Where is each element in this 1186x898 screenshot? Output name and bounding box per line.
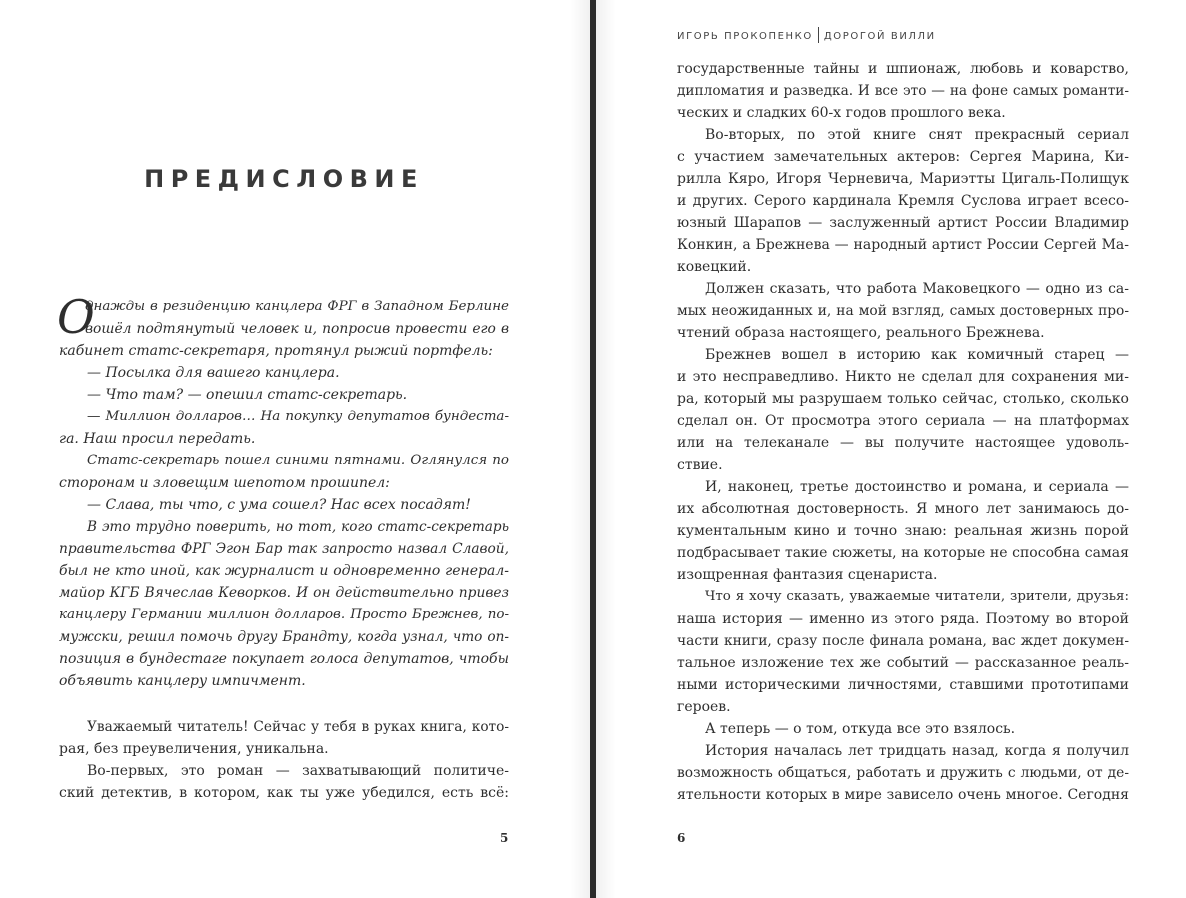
book-spine	[590, 0, 596, 898]
epigraph-block	[57, 290, 509, 692]
epigraph-line: был не кто иной, как журналист и одновременно генерал-	[59, 563, 509, 579]
epigraph-line: мужски, решил помочь другу Брандту, когда узнал, что оп-	[59, 629, 509, 645]
body-line: и других. Серого кардинала Кремля Суслова играет всесо-	[677, 193, 1129, 209]
body-line: или на телеканале — вы получите настоящее удоволь-	[677, 435, 1129, 451]
body-line: рилла Кяро, Игоря Черневича, Мариэтты Цигаль-Полищук	[677, 171, 1129, 187]
running-head-divider	[818, 27, 819, 43]
body-line: возможность общаться, работать и дружить с людьми, от де-	[677, 765, 1129, 781]
body-line: дипломатия и разведка. И все это — на фоне самых романти-	[677, 83, 1129, 99]
body-line: мых неожиданных и, на мой взгляд, самых достоверных про-	[677, 303, 1129, 319]
body-line: чтений образа настоящего, реального Брежнева.	[677, 325, 1045, 341]
epigraph-line: канцлеру Германии миллион долларов. Просто Брежнев, по-	[59, 607, 509, 622]
body-line: ра, который мы разрушаем только сейчас, столько, сколько	[677, 391, 1129, 407]
body-line: ятельности которых в мире зависело очень многое. Сегодня	[677, 787, 1129, 803]
intro-line: ский детектив, в котором, как ты уже убедился, есть всё:	[59, 785, 509, 801]
epigraph-line: кабинет статс-секретаря, протянул рыжий портфель:	[59, 343, 493, 359]
epigraph-line: правительства ФРГ Эгон Бар так запросто назвал Славой,	[59, 541, 509, 557]
intro-line: рая, без преувеличения, уникальна.	[59, 741, 329, 757]
body-line: наша история — именно из этого ряда. Поэтому во второй	[677, 611, 1129, 627]
body-line: кументальным кино и точно знаю: реальная жизнь порой	[677, 523, 1129, 539]
body-line: Во-вторых, по этой книге снят прекрасный сериал	[705, 127, 1129, 143]
body-line: подбрасывает такие сюжеты, на которые не способна самая	[677, 545, 1129, 561]
body-line: ческих и сладких 60-х годов прошлого века.	[677, 105, 1006, 121]
body-line: ковецкий.	[677, 259, 752, 275]
epigraph-line: — Посылка для вашего канцлера.	[87, 365, 340, 381]
body-line: Должен сказать, что работа Маковецкого — одно из са-	[705, 281, 1129, 297]
body-line: Что я хочу сказать, уважаемые читатели, зрители, друзья:	[705, 589, 1129, 604]
intro-block	[59, 716, 509, 804]
epigraph-line: сторонам и зловещим шепотом прошипел:	[59, 475, 390, 491]
page-number-left: 5	[500, 831, 509, 845]
spine-shadow-right	[596, 0, 616, 898]
intro-line: Во-первых, это роман — захватывающий политиче-	[87, 763, 509, 779]
spine-shadow-left	[570, 0, 590, 898]
epigraph-line: — Миллион долларов… На покупку депутатов бундеста-	[87, 409, 509, 424]
body-line: с участием замечательных актеров: Сергея Марина, Ки-	[677, 149, 1129, 165]
body-text-block	[677, 58, 1129, 806]
chapter-title: ПРЕДИСЛОВИЕ	[144, 165, 424, 193]
running-head-title: ДОРОГОЙ ВИЛЛИ	[823, 31, 936, 42]
epigraph-line: — Слава, ты что, с ума сошел? Нас всех посадят!	[87, 497, 471, 513]
epigraph-line: днажды в резиденцию канцлера ФРГ в Западном Берлине	[85, 299, 509, 314]
epigraph-line: — Что там? — опешил статс-секретарь.	[87, 387, 408, 403]
epigraph-line: Статс-секретарь пошел синими пятнами. Оглянулся по	[87, 453, 509, 468]
epigraph-line: га. Наш просил передать.	[59, 431, 256, 447]
running-head	[677, 27, 936, 43]
body-line: изощренная фантазия сценариста.	[677, 567, 938, 583]
body-line: части книги, сразу после финала романа, вас ждет докумен-	[677, 633, 1129, 649]
page-number-right: 6	[677, 831, 686, 845]
body-line: Брежнев вошел в историю как комичный старец —	[705, 347, 1129, 363]
running-head-author: ИГОРЬ ПРОКОПЕНКО	[677, 31, 813, 42]
body-line: юзный Шарапов — заслуженный артист России Владимир	[677, 215, 1129, 231]
drop-cap: О	[57, 290, 95, 344]
epigraph-line: вошёл подтянутый человек и, попросив провести его в	[85, 321, 509, 337]
body-line: героев.	[677, 699, 731, 715]
body-line: Конкин, а Брежнева — народный артист России Сергей Ма-	[677, 237, 1129, 253]
body-line: и это несправедливо. Никто не сделал для сохранения ми-	[677, 369, 1129, 385]
epigraph-line: объявить канцлеру импичмент.	[59, 673, 306, 689]
body-line: История началась лет тридцать назад, когда я получил	[705, 743, 1129, 759]
epigraph-line: В это трудно поверить, но тот, кого статс-секретарь	[87, 519, 509, 535]
body-line: А теперь — о том, откуда все это взялось.	[705, 721, 1016, 737]
intro-line: Уважаемый читатель! Сейчас у тебя в руках книга, кото-	[87, 719, 509, 735]
body-line: ствие.	[677, 457, 723, 473]
body-line: тальное изложение тех же событий — рассказанное реаль-	[677, 655, 1129, 671]
epigraph-line: майор КГБ Вячеслав Кеворков. И он действительно привез	[59, 585, 509, 601]
body-line: сделал он. От просмотра этого сериала — на платформах	[677, 413, 1129, 429]
body-line: И, наконец, третье достоинство и романа, и сериала —	[705, 479, 1129, 495]
epigraph-line: позиция в бундестаге покупает голоса депутатов, чтобы	[59, 651, 509, 667]
body-line: ными историческими личностями, ставшими прототипами	[677, 677, 1129, 693]
body-line: государственные тайны и шпионаж, любовь и коварство,	[677, 61, 1129, 77]
body-line: их абсолютная достоверность. Я много лет занимаюсь до-	[677, 501, 1129, 517]
